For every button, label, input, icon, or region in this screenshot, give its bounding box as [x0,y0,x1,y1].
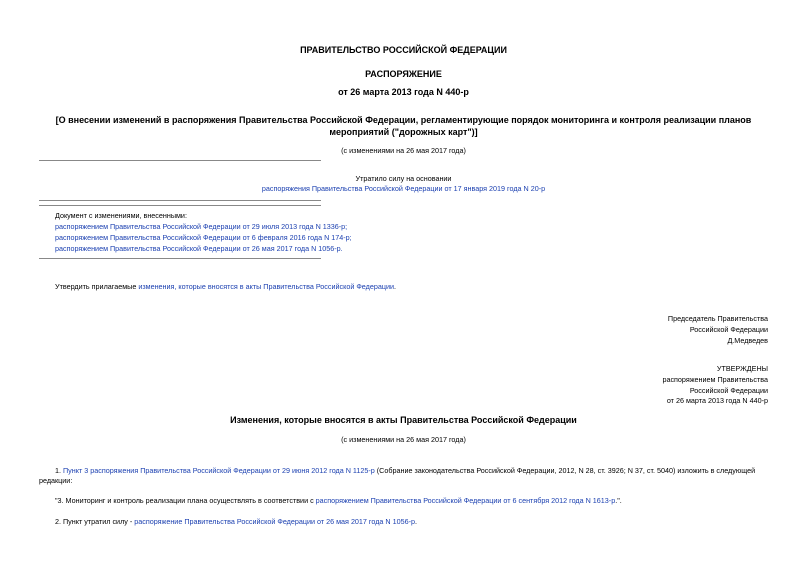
approve-link[interactable]: изменения, которые вносятся в акты Правительства Российской Федерации [138,282,394,291]
paragraph-2 [55,517,417,526]
divider [39,205,321,206]
approved-title: УТВЕРЖДЕНЫ [716,364,768,373]
divider [39,200,321,201]
divider [39,258,321,259]
signature-org: Российской Федерации [689,325,768,334]
doc-type: РАСПОРЯЖЕНИЕ [365,69,442,79]
paragraph-1 [55,466,755,475]
paragraph-number: 1. [55,466,63,475]
changes-title: Изменения, которые вносятся в акты Правительства Российской Федерации [230,415,577,425]
approve-text: Утвердить прилагаемые [55,282,139,291]
doc-date-number: от 26 марта 2013 года N 440-р [338,87,469,97]
paragraph-text-end: . [415,517,417,526]
p2-link[interactable]: распоряжение Правительства Российской Федерации от 26 мая 2017 года N 1056-р [134,517,415,526]
changes-amended-note: (с изменениями на 26 мая 2017 года) [341,435,466,444]
quote-text-end: .". [615,496,622,505]
approve-text-end: . [393,282,396,291]
signature-name: Д.Медведев [727,336,768,345]
approved-line: от 26 марта 2013 года N 440-р [666,396,768,405]
paragraph-text: (Собрание законодательства Российской Федерации, 2012, N 28, ст. 3926; N 37, ст. 5040) изложить в следующей [374,466,756,475]
amended-note: (с изменениями на 26 мая 2017 года) [341,146,466,155]
repeal-link[interactable]: распоряжения Правительства Российской Федерации от 17 января 2019 года N 20-р [261,184,546,193]
amendment-link[interactable]: распоряжением Правительства Российской Федерации от 29 июля 2013 года N 1336-р; [55,222,348,231]
signature-position: Председатель Правительства [667,314,768,323]
paragraph-1-cont: редакции: [39,476,73,485]
p1-link[interactable]: Пункт 3 распоряжения Правительства Российской Федерации от 29 июня 2012 года N 1125-р [63,466,375,475]
quote-text: "3. Мониторинг и контроль реализации плана осуществлять в соответствии с [55,496,316,505]
amendment-link[interactable]: распоряжением Правительства Российской Федерации от 6 февраля 2016 года N 174-р; [55,233,352,242]
amendment-link[interactable]: распоряжением Правительства Российской Федерации от 26 мая 2017 года N 1056-р. [55,244,343,253]
approved-line: распоряжением Правительства [662,375,768,384]
org-name: ПРАВИТЕЛЬСТВО РОССИЙСКОЙ ФЕДЕРАЦИИ [300,45,507,55]
quote-link[interactable]: распоряжением Правительства Российской Федерации от 6 сентября 2012 года N 1613-р [315,496,616,505]
doc-title-line2: мероприятий ("дорожных карт")] [329,127,478,137]
paragraph-text: 2. Пункт утратил силу - [55,517,135,526]
approve-sentence [55,282,396,291]
quote-paragraph [55,496,622,505]
amendments-intro: Документ с изменениями, внесенными: [55,211,187,220]
doc-title-line1: [О внесении изменений в распоряжения Правительства Российской Федерации, регламентирующие порядок мониторинга и контроля реализации планов [55,115,752,125]
divider [39,160,321,161]
repeal-label: Утратило силу на основании [355,174,452,183]
approved-line: Российской Федерации [689,386,768,395]
